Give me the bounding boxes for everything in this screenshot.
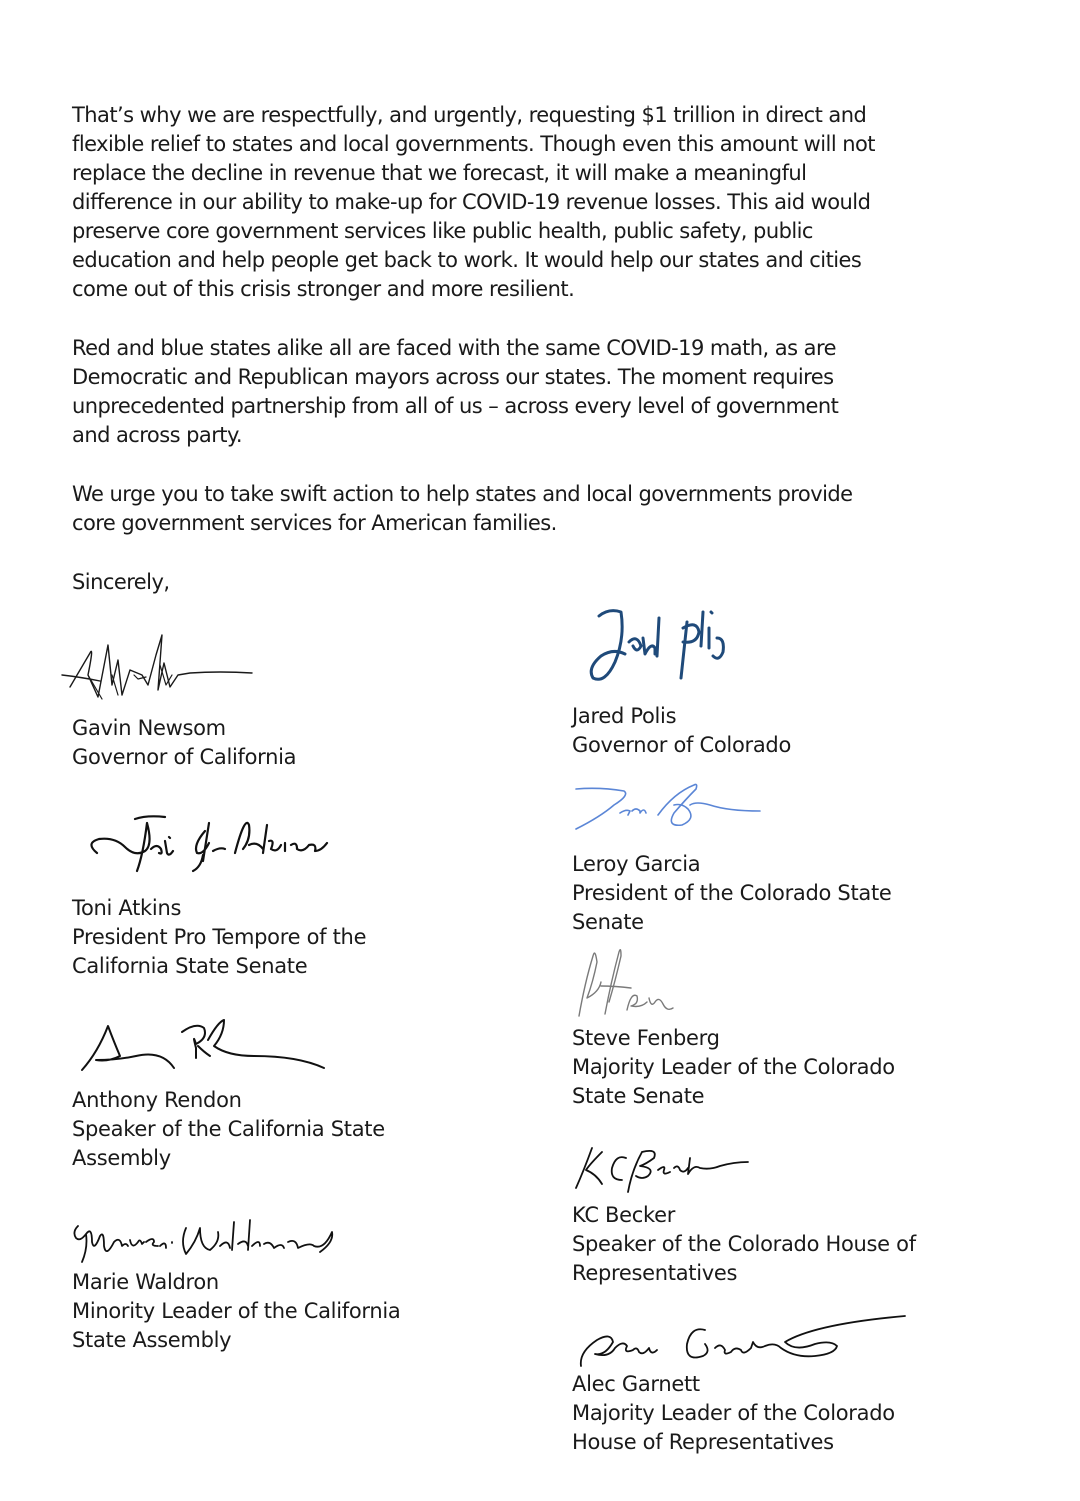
signature-gavin-newsom [60, 615, 260, 715]
signatory-title: President of the Colorado State [572, 881, 892, 905]
signatory-title: State Senate [572, 1084, 705, 1108]
body-line: difference in our ability to make-up for COVID-19 revenue losses. This aid would [72, 190, 871, 214]
signatory-title: Governor of Colorado [572, 733, 791, 757]
signature-toni-atkins [85, 805, 335, 880]
signatory-title: Assembly [72, 1146, 171, 1170]
signatory-toni-atkins [72, 894, 366, 981]
signatory-gavin-newsom [72, 714, 296, 772]
signatory-title: Majority Leader of the Colorado [572, 1055, 895, 1079]
body-line: We urge you to take swift action to help states and local governments provide [72, 482, 853, 506]
signatory-title: Majority Leader of the Colorado [572, 1401, 895, 1425]
signature-jared-polis [585, 598, 755, 693]
body-line: unprecedented partnership from all of us – across every level of government [72, 394, 839, 418]
signature-leroy-garcia [570, 775, 770, 835]
body-line: preserve core government services like public health, public safety, public [72, 219, 813, 243]
signatory-leroy-garcia [572, 850, 892, 937]
signatory-name: KC Becker [572, 1203, 676, 1227]
signatory-title: Governor of California [72, 745, 297, 769]
body-line: Democratic and Republican mayors across our states. The moment requires [72, 365, 834, 389]
body-line: flexible relief to states and local governments. Though even this amount will not [72, 132, 875, 156]
signatory-title: Speaker of the California State [72, 1117, 385, 1141]
signatory-name: Leroy Garcia [572, 852, 701, 876]
signature-marie-waldron [70, 1212, 350, 1272]
signatory-name: Anthony Rendon [72, 1088, 242, 1112]
signatory-jared-polis [572, 702, 791, 760]
signatory-anthony-rendon [72, 1086, 385, 1173]
signatory-kc-becker [572, 1201, 916, 1288]
closing: Sincerely, [72, 570, 170, 594]
signature-anthony-rendon [78, 1012, 338, 1077]
signatory-title: State Assembly [72, 1328, 232, 1352]
signatory-name: Marie Waldron [72, 1270, 219, 1294]
body-line: education and help people get back to work. It would help our states and cities [72, 248, 862, 272]
signatory-title: House of Representatives [572, 1430, 834, 1454]
signatory-marie-waldron [72, 1268, 400, 1355]
signatory-name: Alec Garnett [572, 1372, 700, 1396]
body-line: That’s why we are respectfully, and urgently, requesting $1 trillion in direct and [72, 103, 867, 127]
signatory-title: Representatives [572, 1261, 738, 1285]
signature-steve-fenberg [575, 942, 685, 1022]
signatory-title: Minority Leader of the California [72, 1299, 401, 1323]
signatory-alec-garnett [572, 1370, 895, 1457]
signatory-name: Gavin Newsom [72, 716, 226, 740]
signature-alec-garnett [575, 1302, 915, 1372]
signature-kc-becker [570, 1140, 760, 1200]
signatory-title: Senate [572, 910, 644, 934]
signatory-title: President Pro Tempore of the [72, 925, 367, 949]
signatory-name: Jared Polis [572, 704, 677, 728]
signatory-steve-fenberg [572, 1024, 895, 1111]
signatory-title: California State Senate [72, 954, 308, 978]
signatory-title: Speaker of the Colorado House of [572, 1232, 916, 1256]
body-line: and across party. [72, 423, 243, 447]
signatory-name: Toni Atkins [72, 896, 182, 920]
body-line: come out of this crisis stronger and more resilient. [72, 277, 575, 301]
signatory-name: Steve Fenberg [572, 1026, 720, 1050]
body-line: replace the decline in revenue that we forecast, it will make a meaningful [72, 161, 807, 185]
body-line: core government services for American families. [72, 511, 557, 535]
body-line: Red and blue states alike all are faced with the same COVID-19 math, as are [72, 336, 836, 360]
